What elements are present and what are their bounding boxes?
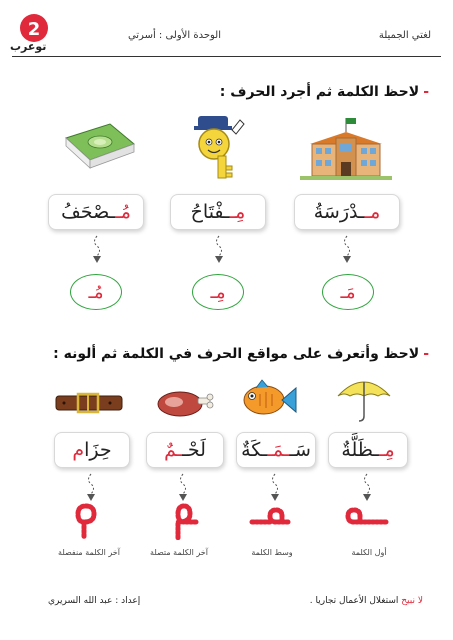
section2-dash: - xyxy=(423,346,429,362)
down-arrow-icon xyxy=(176,472,190,502)
letter-trace-final-separate xyxy=(64,500,110,540)
word-box-lahm xyxy=(146,432,224,468)
header-divider xyxy=(12,56,441,57)
word-samaka-post: ـكَةٌ xyxy=(241,439,268,461)
caption-initial: أول الكلمة xyxy=(351,548,387,557)
caption-final-connected: آخر الكلمة متصلة xyxy=(150,548,208,557)
word-madrasa-letter: مـ xyxy=(364,201,381,223)
section1-title xyxy=(220,84,429,100)
letter-circle-1: مَـ xyxy=(322,274,374,310)
brand-logo-text: توعرب xyxy=(10,40,47,53)
word-box-mithalla xyxy=(328,432,408,468)
letter-circle-3: مُـ xyxy=(70,274,122,310)
word-box-miftah xyxy=(170,194,266,230)
word-miftah-rest: ـفْتَاحُ xyxy=(190,201,230,223)
word-samaka-pre: سَـ xyxy=(289,439,311,461)
down-arrow-icon xyxy=(90,234,104,264)
meat-icon xyxy=(154,382,214,420)
down-arrow-icon xyxy=(340,234,354,264)
footer-notice-emphasis: لا نبيح xyxy=(401,596,423,606)
section2-title-text: لاحظ وأتعرف على مواقع الحرف في الكلمة ثم ألونه : xyxy=(53,346,420,362)
word-hizam-letter: م xyxy=(72,439,85,461)
school-building-icon xyxy=(300,114,392,182)
fish-icon xyxy=(238,376,298,422)
word-miftah xyxy=(191,201,246,223)
word-box-hizam xyxy=(54,432,130,468)
word-madrasa xyxy=(314,201,381,223)
section1-dash: - xyxy=(423,84,429,100)
word-box-mushaf xyxy=(48,194,144,230)
down-arrow-icon xyxy=(268,472,282,502)
section1-title-text: لاحظ الكلمة ثم أجرد الحرف : xyxy=(219,84,420,100)
svg-text:2: 2 xyxy=(27,19,41,40)
letter-trace-initial xyxy=(344,500,390,540)
word-mithalla xyxy=(341,439,394,461)
subject-title: لغتي الجميلة xyxy=(378,30,431,41)
caption-medial: وسط الكلمة xyxy=(251,548,293,557)
footer-notice-text: استغلال الأعمال تجاريا . xyxy=(309,596,399,606)
word-madrasa-rest: ـدْرَسَةُ xyxy=(313,201,365,223)
word-box-madrasa xyxy=(294,194,400,230)
word-mithalla-post: ـظَلَّةٌ xyxy=(341,439,379,461)
word-hizam xyxy=(72,439,111,461)
word-box-samaka xyxy=(236,432,316,468)
word-mushaf xyxy=(61,201,131,223)
word-mithalla-letter: مِـ xyxy=(378,439,395,461)
caption-final-separate: آخر الكلمة منفصلة xyxy=(58,548,120,557)
footer-author: إعداد : عبد الله السريري xyxy=(48,596,141,606)
unit-title: الوحدة الأولى : أسرتي xyxy=(127,30,221,41)
belt-icon xyxy=(54,390,124,416)
word-miftah-letter: مِـ xyxy=(229,201,246,223)
umbrella-icon xyxy=(334,374,394,424)
down-arrow-icon xyxy=(212,234,226,264)
word-mushaf-letter: مُـ xyxy=(115,201,131,223)
word-lahm-letter: ـمٌ xyxy=(164,439,183,461)
letter-circle-2: مِـ xyxy=(192,274,244,310)
section2-title xyxy=(53,346,429,362)
down-arrow-icon xyxy=(84,472,98,502)
key-character-icon xyxy=(188,112,250,184)
word-lahm xyxy=(164,439,206,461)
down-arrow-icon xyxy=(360,472,374,502)
word-samaka-letter: ـمَـ xyxy=(267,439,290,461)
quran-book-icon xyxy=(60,120,138,180)
word-mushaf-rest: ـصْحَفُ xyxy=(61,201,116,223)
word-hizam-pre: حِزَا xyxy=(84,439,112,461)
word-samaka xyxy=(241,439,311,461)
footer-notice xyxy=(310,596,423,606)
letter-trace-medial xyxy=(246,500,292,540)
letter-trace-final-connected xyxy=(154,500,200,540)
word-lahm-pre: لَحْـ xyxy=(182,439,206,461)
